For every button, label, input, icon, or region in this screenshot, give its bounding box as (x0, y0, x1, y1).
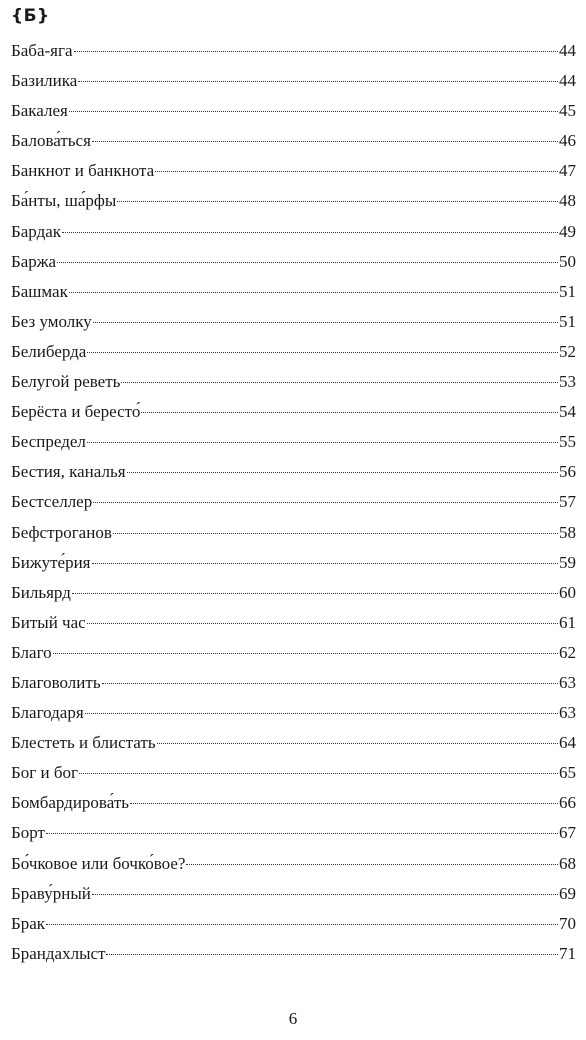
toc-entry-page: 49 (559, 221, 576, 241)
toc-entry-page: 66 (559, 793, 576, 813)
toc-entry (11, 126, 576, 156)
toc-entry-title: Бомбардирова́ть (11, 793, 130, 813)
dot-leader (62, 232, 558, 233)
toc-entry (11, 247, 576, 277)
dot-leader (87, 623, 558, 624)
toc-entry (11, 277, 576, 307)
dot-leader (57, 262, 558, 263)
toc-entry-title: Борт (11, 823, 45, 843)
toc-entry-page: 59 (559, 552, 576, 572)
toc-entry (11, 728, 576, 758)
dot-leader (121, 382, 558, 383)
toc-entry-title: Брандахлыст (11, 943, 106, 963)
toc-entry-title: Без умолку (11, 311, 92, 331)
toc-entry-title: Блестеть и блистать (11, 733, 156, 753)
toc-entry-title: Брак (11, 913, 46, 933)
toc-entry (11, 427, 576, 457)
toc-entry-page: 50 (559, 251, 576, 271)
dot-leader (46, 833, 558, 834)
toc-entry-page: 51 (559, 281, 576, 301)
toc-entry (11, 367, 576, 397)
toc-entry-page: 63 (559, 703, 576, 723)
dot-leader (157, 743, 558, 744)
toc-entry-title: Бестселлер (11, 492, 93, 512)
toc-entry (11, 397, 576, 427)
dot-leader (155, 171, 558, 172)
dot-leader (141, 412, 558, 413)
toc-entry-title: Бо́чковое или бочко́вое? (11, 853, 186, 873)
toc-entry-title: Беспредел (11, 432, 86, 452)
toc-entry-page: 64 (559, 733, 576, 753)
toc-entry (11, 156, 576, 186)
toc-entry (11, 758, 576, 788)
toc-entry-title: Благо (11, 642, 52, 662)
dot-leader (85, 713, 558, 714)
toc-entry-page: 55 (559, 432, 576, 452)
toc-entry (11, 939, 576, 969)
toc-entry-title: Белиберда (11, 341, 87, 361)
dot-leader (117, 201, 558, 202)
toc-entry-page: 68 (559, 853, 576, 873)
dot-leader (113, 533, 558, 534)
toc-entry-title: Баба-яга (11, 41, 73, 60)
toc-entry-title: Белугой реветь (11, 372, 121, 392)
toc-entry-page: 56 (559, 462, 576, 482)
toc-entry-title: Битый час (11, 612, 86, 632)
dot-leader (102, 683, 558, 684)
toc-entry-page: 62 (559, 642, 576, 662)
dot-leader (92, 563, 559, 564)
dot-leader (106, 954, 558, 955)
toc-entry-page: 65 (559, 763, 576, 783)
toc-entry-page: 60 (559, 582, 576, 602)
dot-leader (93, 502, 558, 503)
toc-entry (11, 487, 576, 517)
toc-entry-title: Берёста и бересто́ (11, 402, 141, 422)
dot-leader (46, 924, 558, 925)
toc-entry-title: Благодаря (11, 703, 84, 723)
dot-leader (69, 111, 558, 112)
toc-entry-page: 47 (559, 161, 576, 181)
toc-entry (11, 608, 576, 638)
dot-leader (79, 773, 558, 774)
toc-entry (11, 217, 576, 247)
toc-entry (11, 638, 576, 668)
dot-leader (53, 653, 558, 654)
toc-entry-page: 54 (559, 402, 576, 422)
toc-entry-page: 63 (559, 672, 576, 692)
toc-entry-title: Баржа (11, 251, 57, 271)
toc-entry (11, 518, 576, 548)
dot-leader (186, 864, 558, 865)
dot-leader (78, 81, 558, 82)
toc-entry-page: 70 (559, 913, 576, 933)
toc-entry (11, 96, 576, 126)
toc-entry (11, 698, 576, 728)
toc-entry-title: Башмак (11, 281, 68, 301)
toc-entry-title: Бижуте́рия (11, 552, 91, 572)
dot-leader (130, 803, 558, 804)
toc-entry (11, 457, 576, 487)
toc-entry-page: 48 (559, 191, 576, 211)
toc-entry-page: 52 (559, 341, 576, 361)
dot-leader (93, 322, 558, 323)
dot-leader (87, 352, 558, 353)
toc-entry (11, 818, 576, 848)
dot-leader (127, 472, 558, 473)
toc-entry-page: 57 (559, 492, 576, 512)
toc-entry (11, 879, 576, 909)
toc-entry (11, 548, 576, 578)
toc-entry-title: Благоволить (11, 672, 101, 692)
dot-leader (69, 292, 558, 293)
toc-entry-page: 45 (559, 101, 576, 121)
toc-entry (11, 307, 576, 337)
dot-leader (92, 894, 558, 895)
table-of-contents (11, 36, 576, 969)
toc-entry-page: 44 (559, 71, 576, 91)
dot-leader (92, 141, 558, 142)
page-number: 6 (288, 1009, 298, 1028)
toc-entry (11, 186, 576, 216)
toc-entry (11, 788, 576, 818)
toc-entry-page: 58 (559, 522, 576, 542)
toc-entry-page: 51 (559, 311, 576, 331)
toc-entry-title: Бестия, каналья (11, 462, 126, 482)
toc-entry-title: Бог и бог (11, 763, 78, 783)
dot-leader (87, 442, 558, 443)
toc-entry (11, 849, 576, 879)
toc-entry-page: 71 (559, 943, 576, 963)
toc-entry-title: Ба́нты, ша́рфы (11, 191, 117, 211)
toc-entry-page: 44 (559, 41, 576, 60)
toc-entry-title: Банкнот и банкнота (11, 161, 155, 181)
toc-entry (11, 337, 576, 367)
toc-entry (11, 578, 576, 608)
toc-entry-title: Бакалея (11, 101, 68, 121)
dot-leader (74, 51, 558, 52)
toc-entry-title: Браву́рный (11, 883, 91, 903)
toc-entry-title: Бардак (11, 221, 62, 241)
toc-entry (11, 36, 576, 66)
toc-entry-title: Базилика (11, 71, 78, 91)
toc-entry (11, 668, 576, 698)
dot-leader (72, 593, 558, 594)
toc-entry-title: Балова́ться (11, 131, 91, 151)
toc-entry-title: Бефстроганов (11, 522, 112, 542)
section-heading: {Б} (11, 6, 50, 26)
toc-entry-page: 53 (559, 372, 576, 392)
toc-entry (11, 909, 576, 939)
toc-entry-title: Бильярд (11, 582, 71, 602)
toc-entry-page: 46 (559, 131, 576, 151)
toc-entry-page: 69 (559, 883, 576, 903)
toc-entry-page: 61 (559, 612, 576, 632)
toc-entry-page: 67 (559, 823, 576, 843)
toc-entry (11, 66, 576, 96)
